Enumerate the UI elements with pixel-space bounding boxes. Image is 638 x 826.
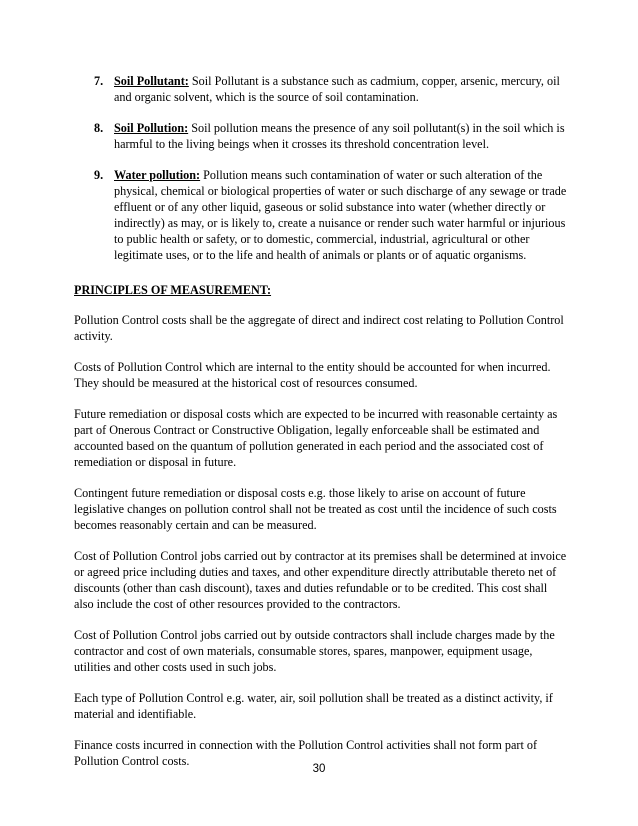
- definitions-list: [94, 73, 574, 278]
- definition-item: [94, 167, 574, 263]
- paragraph: Cost of Pollution Control jobs carried out by outside contractors shall include charges made by the contractor and cost of own materials, consumable stores, spares, manpower, equipment usage, utilities and other costs used in such jobs.: [74, 628, 555, 674]
- definition-number: 8.: [94, 121, 104, 135]
- definition-item: [94, 73, 574, 105]
- definition-term: Soil Pollutant:: [114, 74, 189, 88]
- paragraph: Costs of Pollution Control which are internal to the entity should be accounted for when incurred. They should be measured at the historical cost of resources consumed.: [74, 360, 551, 390]
- definition-term: Water pollution:: [114, 168, 201, 182]
- paragraph: Each type of Pollution Control e.g. water, air, soil pollution shall be treated as a distinct activity, if material and identifiable.: [74, 691, 553, 721]
- definition-text: Soil pollution means the presence of any soil pollutant(s) in the soil which is harmful to the living beings when it crosses its threshold concentration level.: [114, 121, 565, 151]
- paragraph: Finance costs incurred in connection with the Pollution Control activities shall not form part of Pollution Control costs.: [74, 738, 538, 768]
- definition-term: Soil Pollution:: [114, 121, 189, 135]
- paragraph: Cost of Pollution Control jobs carried out by contractor at its premises shall be determined at invoice or agreed price including duties and taxes, and other expenditure directly attributable thereto net of discounts (other than cash discount), taxes and duties refundable or to be credited. This cost shall also include the cost of other resources provided to the contractors.: [74, 549, 567, 611]
- paragraph: Future remediation or disposal costs which are expected to be incurred with reasonable certainty as part of Onerous Contract or Constructive Obligation, legally enforceable shall be estimated and accounted based on the quantum of pollution generated in each period and the associated cost of remediation or disposal in future.: [74, 407, 558, 469]
- definition-number: 7.: [94, 74, 104, 88]
- paragraph: Contingent future remediation or disposal costs e.g. those likely to arise on account of future legislative changes on pollution control shall not be treated as cost until the incidence of such costs becomes reasonably certain and can be measured.: [74, 486, 557, 532]
- definition-text: Soil Pollutant is a substance such as cadmium, copper, arsenic, mercury, oil and organic solvent, which is the source of soil contamination.: [114, 74, 560, 104]
- paragraph: Pollution Control costs shall be the aggregate of direct and indirect cost relating to Pollution Control activity.: [74, 313, 564, 343]
- section-heading: PRINCIPLES OF MEASUREMENT:: [74, 283, 272, 297]
- measurement-paragraphs: [74, 312, 568, 784]
- definition-item: [94, 120, 574, 152]
- definition-text: Pollution means such contamination of water or such alteration of the physical, chemical or biological properties of water or such discharge of any sewage or trade effluent or of any other liquid, gaseous or solid substance into water (whether directly or indirectly) as may, or is likely to, create a nuisance or render such water harmful or injurious to public health or safety, or to domestic, commercial, industrial, agricultural or other legitimate uses, or to the life and health of animals or plants or of aquatic organisms.: [114, 168, 567, 262]
- page-number: 30: [312, 763, 326, 775]
- definition-number: 9.: [94, 168, 104, 182]
